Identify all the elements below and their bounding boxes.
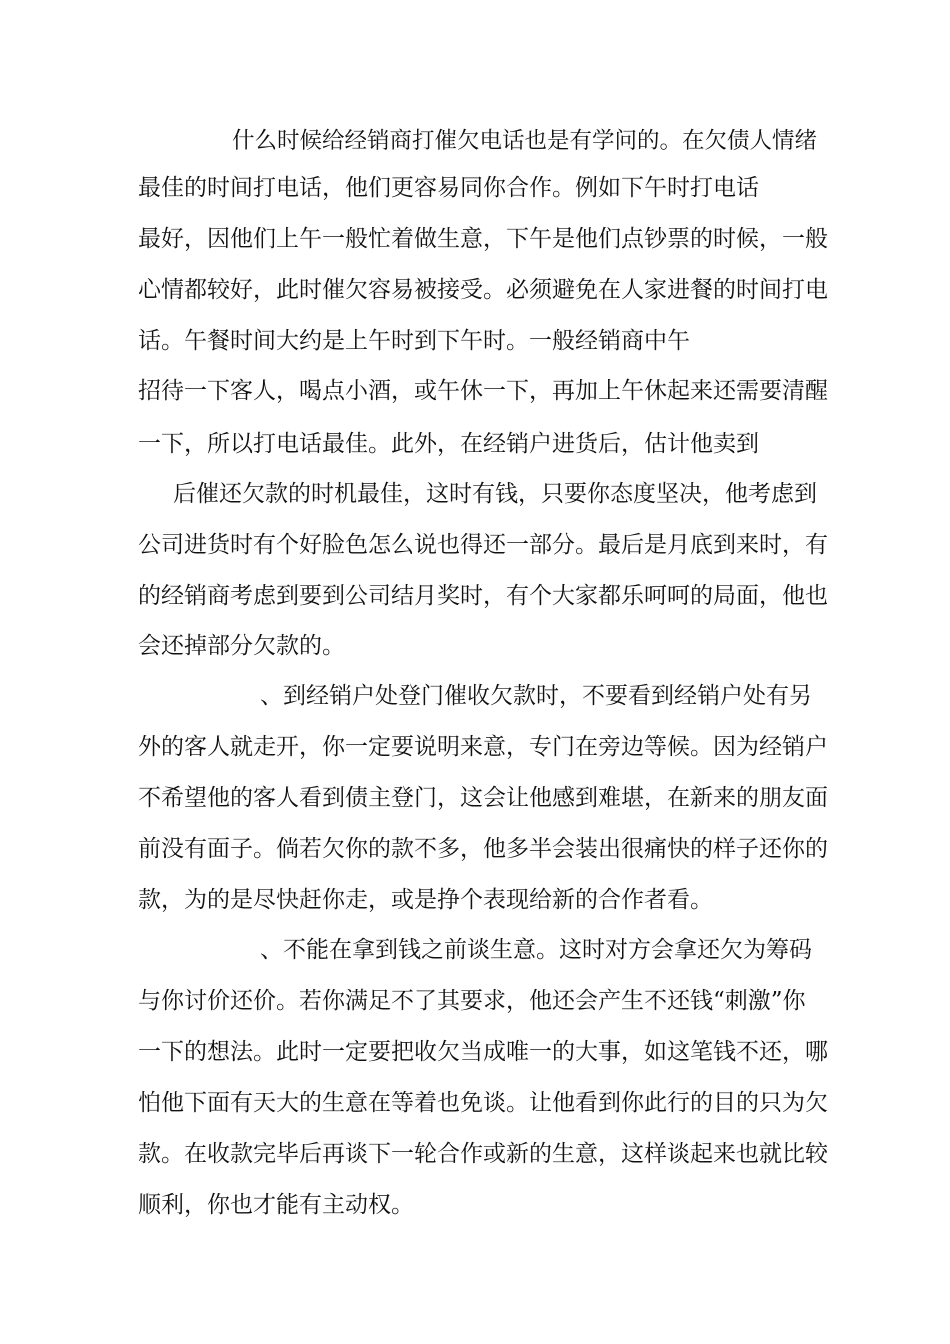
text-line: 的经销商考虑到要到公司结月奖时，有个大家都乐呵呵的局面，他也: [138, 583, 828, 609]
text-line: 招待一下客人，喝点小酒，或午休一下，再加上午休起来还需要清醒: [138, 378, 828, 404]
text-line: 话。午餐时间大约是上午时到下午时。一般经销商中午: [138, 328, 690, 354]
text-line: 心情都较好，此时催欠容易被接受。必须避免在人家进餐的时间打电: [138, 277, 828, 303]
text-line: 款，为的是尽快赶你走，或是挣个表现给新的合作者看。: [138, 887, 713, 913]
text-line: 后催还欠款的时机最佳，这时有钱，只要你态度坚决，他考虑到: [173, 481, 817, 507]
text-line: 顺利，你也才能有主动权。: [138, 1192, 414, 1218]
text-line: 会还掉部分欠款的。: [138, 633, 345, 659]
text-line: 最佳的时间打电话，他们更容易同你合作。例如下午时打电话: [138, 175, 759, 201]
text-line: 最好，因他们上午一般忙着做生意，下午是他们点钞票的时候，一般: [138, 226, 828, 252]
text-line: 、不能在拿到钱之前谈生意。这时对方会拿还欠为筹码: [260, 937, 812, 963]
text-line: 一下的想法。此时一定要把收欠当成唯一的大事，如这笔钱不还，哪: [138, 1039, 828, 1065]
text-line: 怕他下面有天大的生意在等着也免谈。让他看到你此行的目的只为欠: [138, 1090, 828, 1116]
text-line: 什么时候给经销商打催欠电话也是有学问的。在欠债人情绪: [232, 128, 818, 154]
text-line: 一下，所以打电话最佳。此外，在经销户进货后，估计他卖到: [138, 431, 759, 457]
text-line: 、到经销户处登门催收欠款时，不要看到经销户处有另: [260, 683, 812, 709]
text-line: 公司进货时有个好脸色怎么说也得还一部分。最后是月底到来时，有: [138, 532, 828, 558]
text-line: 外的客人就走开，你一定要说明来意，专门在旁边等候。因为经销户: [138, 734, 828, 760]
text-line: 前没有面子。倘若欠你的款不多，他多半会装出很痛快的样子还你的: [138, 836, 828, 862]
text-line: 不希望他的客人看到债主登门，这会让他感到难堪，在新来的朋友面: [138, 785, 828, 811]
text-line: 款。在收款完毕后再谈下一轮合作或新的生意，这样谈起来也就比较: [138, 1141, 828, 1167]
text-line: 与你讨价还价。若你满足不了其要求，他还会产生不还钱“刺激”你: [138, 988, 806, 1014]
